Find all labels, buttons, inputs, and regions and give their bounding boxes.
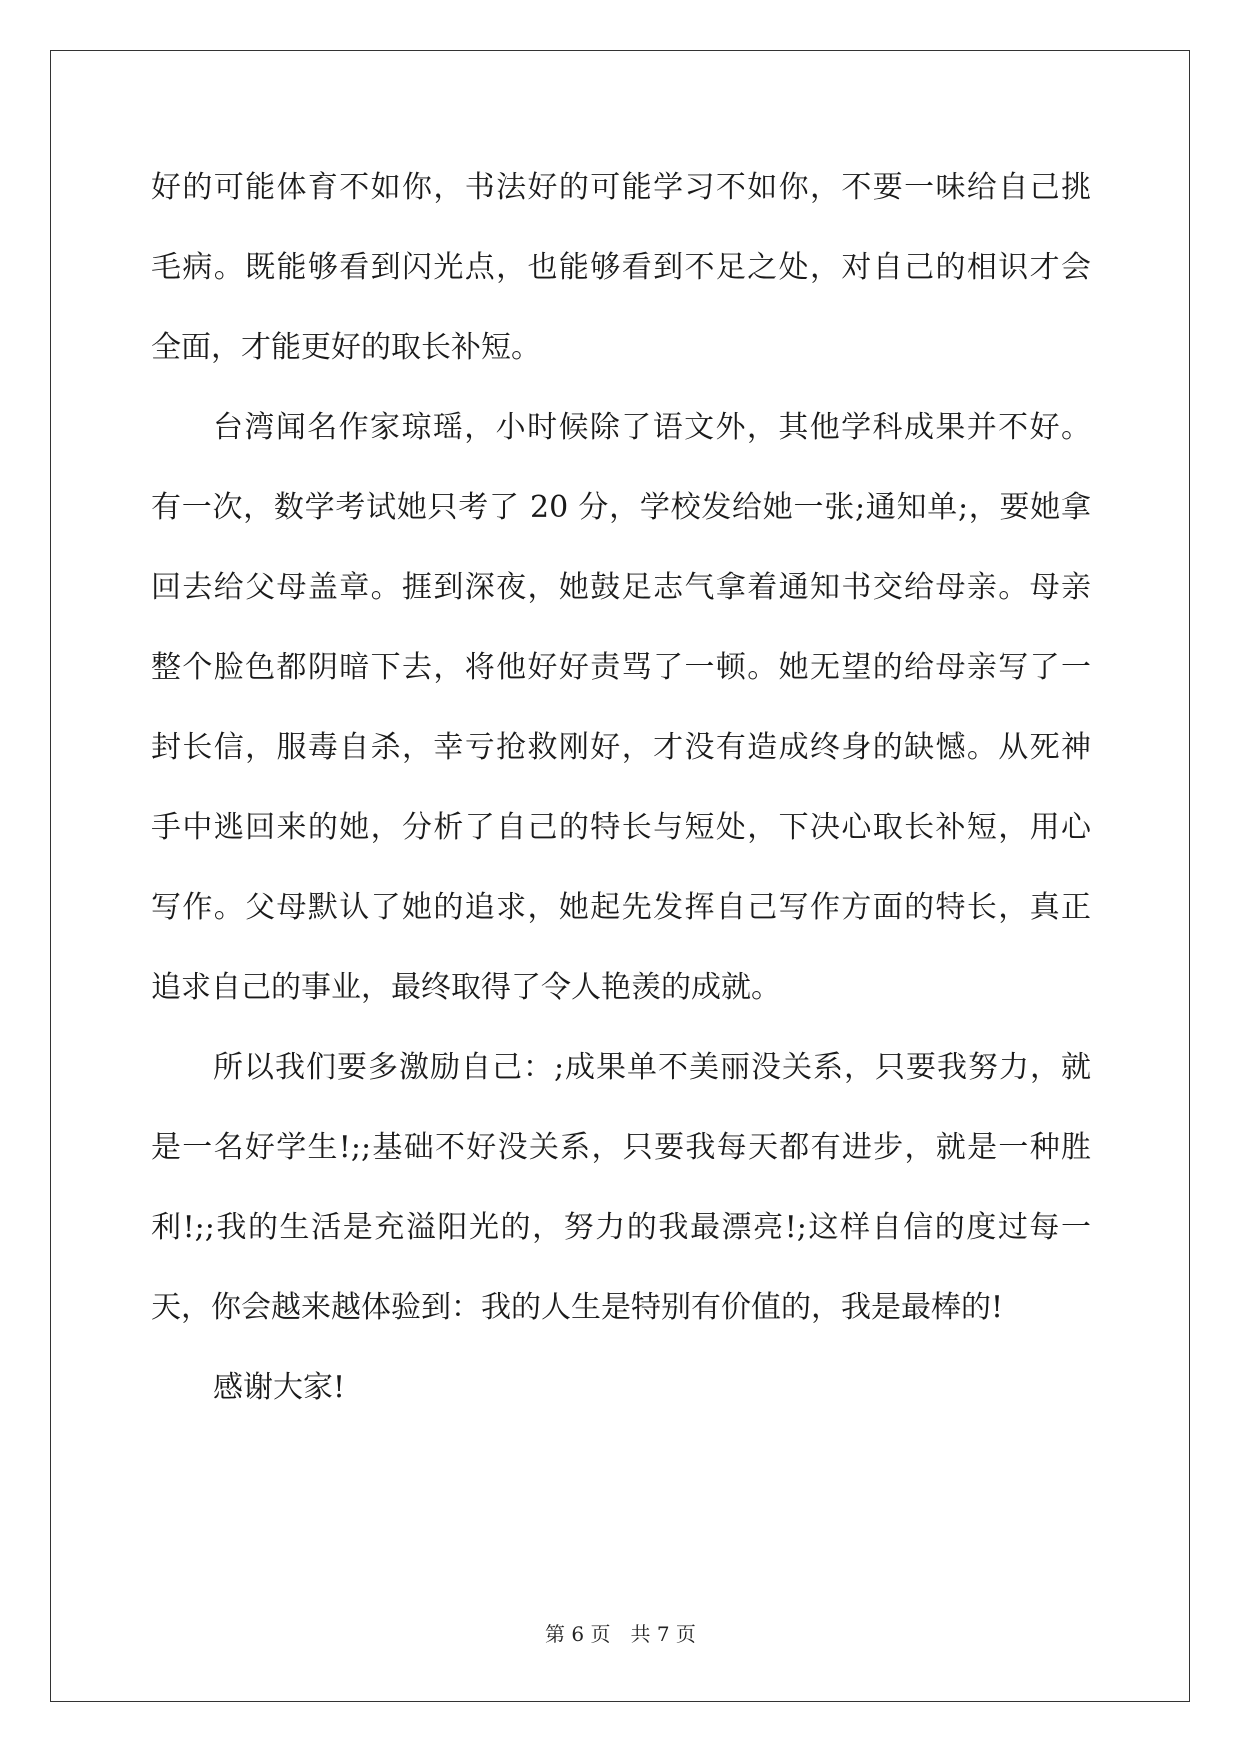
line-text: 追求自己的事业，最终取得了令人艳羡的成就。 [151,970,781,1005]
text-line [151,1200,1091,1280]
text-line [151,800,1091,880]
text-line [151,720,1091,800]
text-line [151,880,1091,960]
text-line [151,560,1091,640]
line-text: 毛病。既能够看到闪光点，也能够看到不足之处，对自己的相识才会 [151,250,1091,285]
line-text: 有一次，数学考试她只考了 20 分，学校发给她一张;通知单;，要她拿 [151,490,1091,525]
text-line [151,240,1091,320]
text-line [151,160,1091,240]
line-text: 是一名好学生!;;基础不好没关系，只要我每天都有进步，就是一种胜 [151,1130,1091,1165]
text-line [151,480,1091,560]
line-text: 整个脸色都阴暗下去，将他好好责骂了一顿。她无望的给母亲写了一 [151,650,1091,685]
text-line [151,1360,1091,1440]
text-line [151,320,1091,400]
line-text: 利!;;我的生活是充溢阳光的，努力的我最漂亮!;这样自信的度过每一 [151,1210,1091,1245]
line-text: 天，你会越来越体验到：我的人生是特别有价值的，我是最棒的! [151,1290,1004,1325]
text-line [151,400,1091,480]
line-text: 手中逃回来的她，分析了自己的特长与短处，下决心取长补短，用心 [151,810,1091,845]
line-text: 写作。父母默认了她的追求，她起先发挥自己写作方面的特长，真正 [151,890,1091,925]
line-text: 全面，才能更好的取长补短。 [151,330,541,365]
text-line [151,1280,1091,1360]
text-line [151,1040,1091,1120]
line-text: 封长信，服毒自杀，幸亏抢救刚好，才没有造成终身的缺憾。从死神 [151,730,1091,765]
document-body [151,160,1091,1440]
text-line [151,960,1091,1040]
line-text: 回去给父母盖章。捱到深夜，她鼓足志气拿着通知书交给母亲。母亲 [151,570,1091,605]
line-text: 台湾闻名作家琼瑶，小时候除了语文外，其他学科成果并不好。 [213,410,1091,445]
line-text: 好的可能体育不如你，书法好的可能学习不如你，不要一味给自己挑 [151,170,1091,205]
text-line [151,1120,1091,1200]
page-number-footer: 第 6 页 共 7 页 [545,1622,696,1646]
text-line [151,640,1091,720]
line-text: 所以我们要多激励自己：;成果单不美丽没关系，只要我努力，就 [213,1050,1091,1085]
line-text: 感谢大家! [213,1370,346,1405]
